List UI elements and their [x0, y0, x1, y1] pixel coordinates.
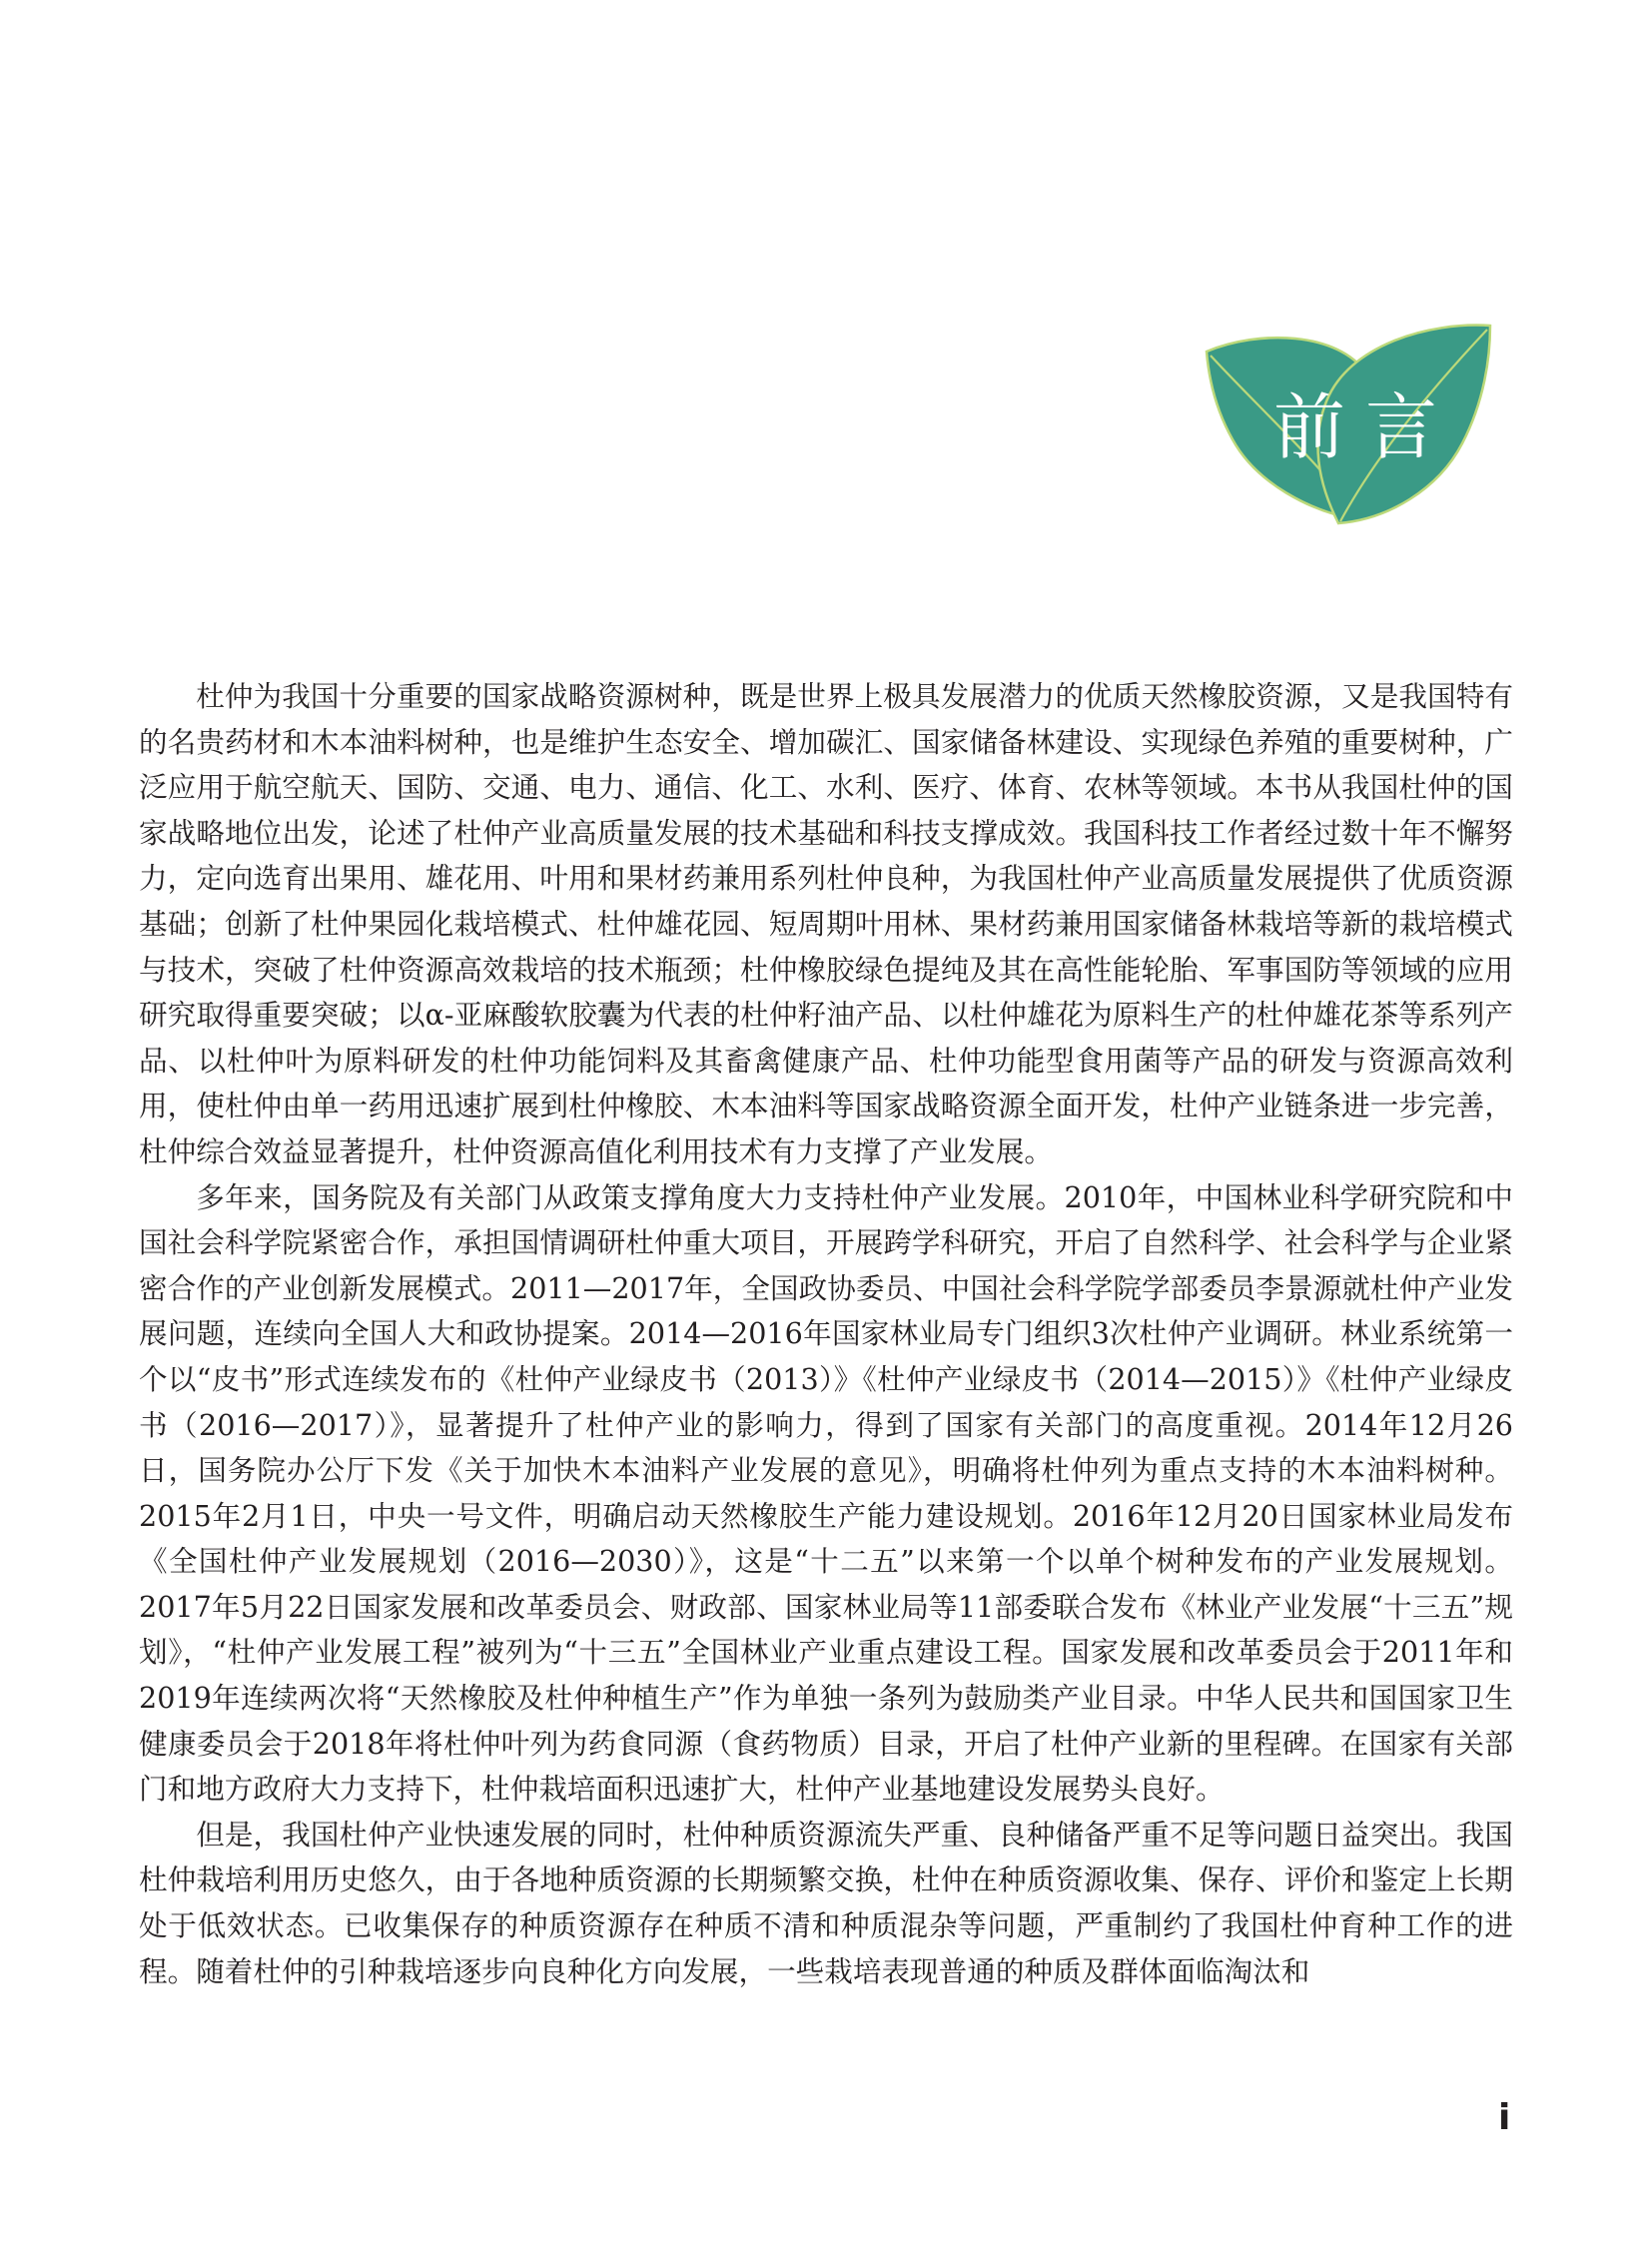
paragraph-1: 杜仲为我国十分重要的国家战略资源树种，既是世界上极具发展潜力的优质天然橡胶资源，又是我国特有的名贵药材和木本油料树种，也是维护生态安全、增加碳汇、国家储备林建设、实现绿色养殖的重要树种，广泛应用于航空航天、国防、交通、电力、通信、化工、水利、医疗、体育、农林等领域。本书从我国杜仲的国家战略地位出发，论述了杜仲产业高质量发展的技术基础和科技支撑成效。我国科技工作者经过数十年不懈努力，定向选育出果用、雄花用、叶用和果材药兼用系列杜仲良种，为我国杜仲产业高质量发展提供了优质资源基础；创新了杜仲果园化栽培模式、杜仲雄花园、短周期叶用林、果材药兼用国家储备林栽培等新的栽培模式与技术，突破了杜仲资源高效栽培的技术瓶颈；杜仲橡胶绿色提纯及其在高性能轮胎、军事国防等领域的应用研究取得重要突破；以α-亚麻酸软胶囊为代表的杜仲籽油产品、以杜仲雄花为原料生产的杜仲雄花茶等系列产品、以杜仲叶为原料研发的杜仲功能饲料及其畜禽健康产品、杜仲功能型食用菌等产品的研发与资源高效利用，使杜仲由单一药用迅速扩展到杜仲橡胶、木本油料等国家战略资源全面开发，杜仲产业链条进一步完善，杜仲综合效益显著提升，杜仲资源高值化利用技术有力支撑了产业发展。 — [139, 679, 1513, 1168]
page-number: i — [1498, 2097, 1511, 2138]
preface-title-badge — [1199, 312, 1498, 531]
page-title-char-2: 言 — [1365, 385, 1438, 469]
page-title-char-1: 前 — [1272, 385, 1345, 469]
preface-body — [139, 674, 1513, 1994]
paragraph-3: 但是，我国杜仲产业快速发展的同时，杜仲种质资源流失严重、良种储备严重不足等问题日益突出。我国杜仲栽培利用历史悠久，由于各地种质资源的长期频繁交换，杜仲在种质资源收集、保存、评价和鉴定上长期处于低效状态。已收集保存的种质资源存在种质不清和种质混杂等问题，严重制约了我国杜仲育种工作的进程。随着杜仲的引种栽培逐步向良种化方向发展，一些栽培表现普通的种质及群体面临淘汰和 — [139, 1817, 1513, 1988]
paragraph-2: 多年来，国务院及有关部门从政策支撑角度大力支持杜仲产业发展。2010年，中国林业科学研究院和中国社会科学院紧密合作，承担国情调研杜仲重大项目，开展跨学科研究，开启了自然科学、社会科学与企业紧密合作的产业创新发展模式。2011—2017年，全国政协委员、中国社会科学院学部委员李景源就杜仲产业发展问题，连续向全国人大和政协提案。2014—2016年国家林业局专门组织3次杜仲产业调研。林业系统第一个以“皮书”形式连续发布的《杜仲产业绿皮书（2013）》《杜仲产业绿皮书（2014—2015）》《杜仲产业绿皮书（2016—2017）》，显著提升了杜仲产业的影响力，得到了国家有关部门的高度重视。2014年12月26日，国务院办公厅下发《关于加快木本油料产业发展的意见》，明确将杜仲列为重点支持的木本油料树种。2015年2月1日，中央一号文件，明确启动天然橡胶生产能力建设规划。2016年12月20日国家林业局发布《全国杜仲产业发展规划（2016—2030）》，这是“十二五”以来第一个以单个树种发布的产业发展规划。2017年5月22日国家发展和改革委员会、财政部、国家林业局等11部委联合发布《林业产业发展“十三五”规划》，“杜仲产业发展工程”被列为“十三五”全国林业产业重点建设工程。国家发展和改革委员会于2011年和2019年连续两次将“天然橡胶及杜仲种植生产”作为单独一条列为鼓励类产业目录。中华人民共和国国家卫生健康委员会于2018年将杜仲叶列为药食同源（食药物质）目录，开启了杜仲产业新的里程碑。在国家有关部门和地方政府大力支持下，杜仲栽培面积迅速扩大，杜仲产业基地建设发展势头良好。 — [139, 1179, 1514, 1807]
page-title — [1199, 312, 1498, 531]
